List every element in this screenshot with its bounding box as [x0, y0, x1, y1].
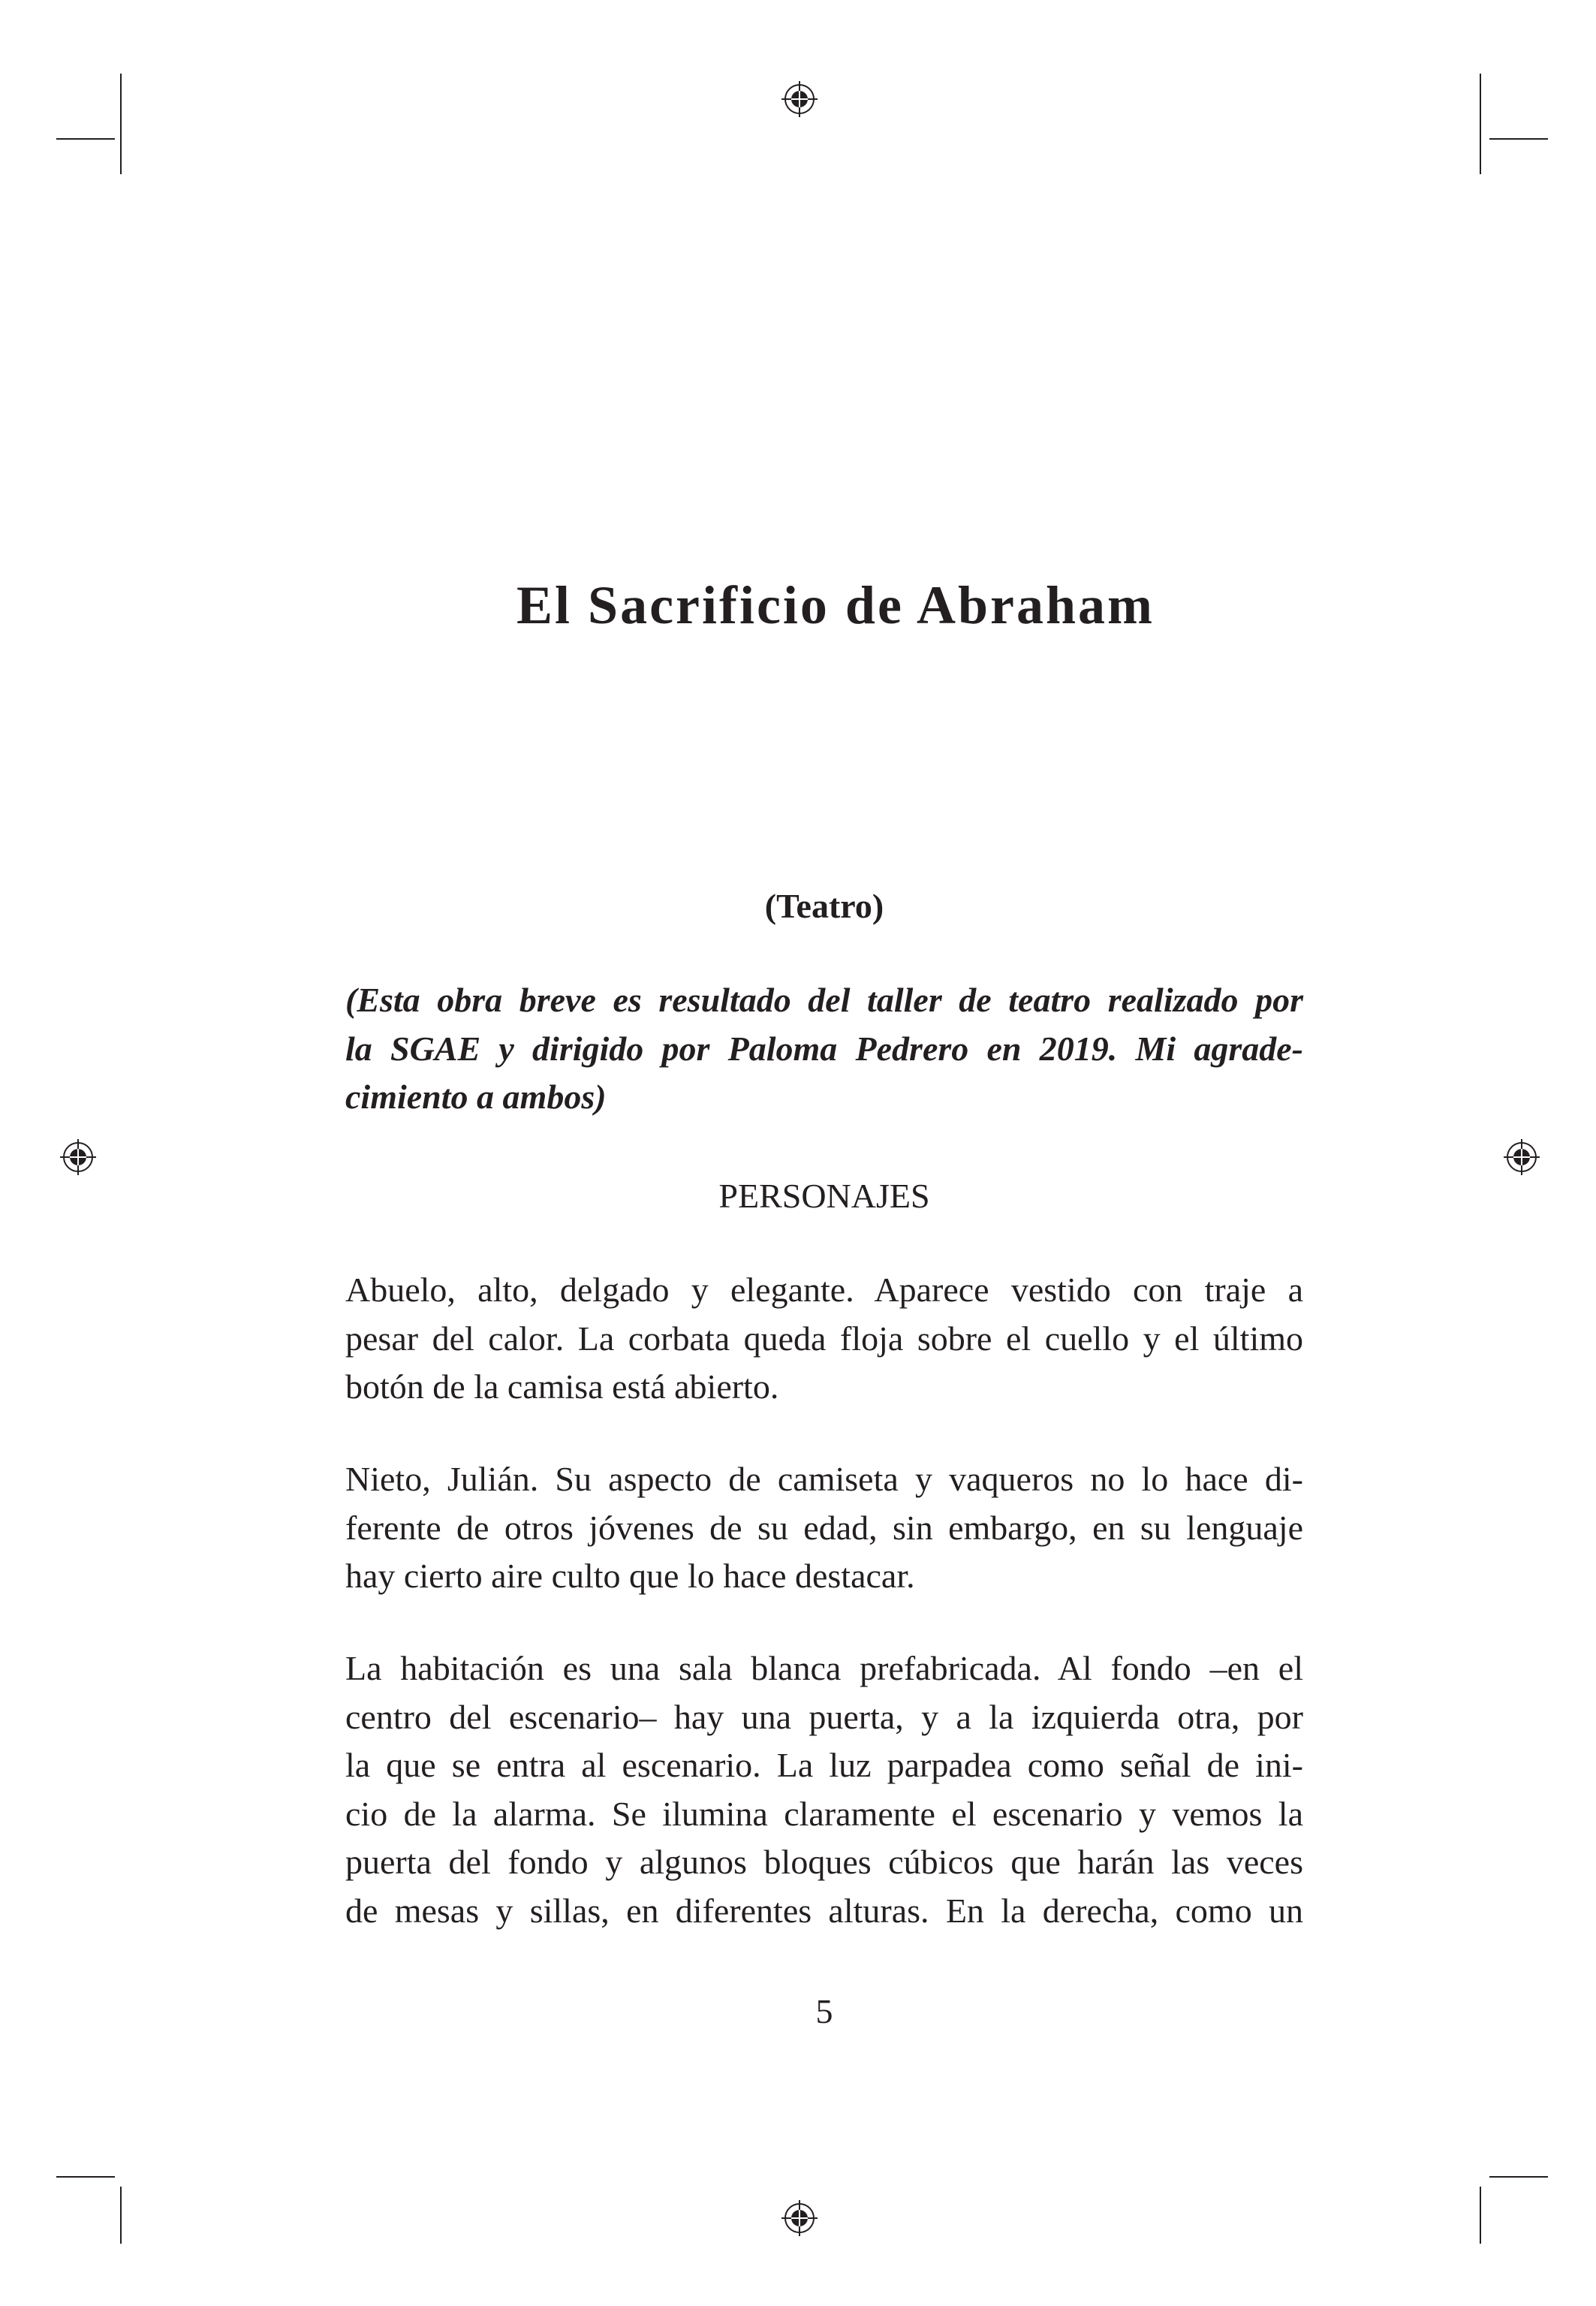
text-line: pesar del calor. La corbata queda floja sobre el cuello y el último [345, 1319, 1303, 1358]
crop-mark [1480, 2187, 1481, 2244]
text-line: centro del escenario– hay una puerta, y a la izquierda otra, por [345, 1697, 1303, 1736]
registration-mark-icon [60, 1139, 96, 1175]
crop-mark [1480, 74, 1481, 174]
characters-heading: PERSONAJES [718, 1177, 930, 1215]
dedication-note [345, 976, 1303, 1122]
text-line: ferente de otros jóvenes de su edad, sin embargo, en su lenguaje [345, 1508, 1303, 1547]
text-line: hay cierto aire culto que lo hace destacar. [345, 1557, 915, 1595]
crop-mark [120, 2187, 122, 2244]
page-number: 5 [815, 1992, 833, 2030]
text-line: la que se entra al escenario. La luz parpadea como señal de ini- [345, 1746, 1303, 1784]
crop-mark [56, 2176, 115, 2178]
paragraph-setting [345, 1644, 1303, 1935]
text-line: Nieto, Julián. Su aspecto de camiseta y vaqueros no lo hace di- [345, 1460, 1303, 1498]
text-line: Abuelo, alto, delgado y elegante. Aparece vestido con traje a [345, 1271, 1303, 1309]
registration-mark-icon [781, 81, 818, 117]
crop-mark [120, 74, 122, 174]
paragraph-abuelo [345, 1266, 1303, 1412]
text-line: botón de la camisa está abierto. [345, 1367, 779, 1406]
crop-mark [56, 138, 115, 140]
registration-mark-icon [781, 2200, 818, 2236]
page-title: El Sacrificio de Abraham [516, 575, 1155, 635]
text-line: puerta del fondo y algunos bloques cúbicos que harán las veces [345, 1843, 1303, 1881]
text-line: de mesas y sillas, en diferentes alturas. En la derecha, como un [345, 1891, 1303, 1930]
registration-mark-icon [1504, 1139, 1540, 1175]
paragraph-nieto [345, 1455, 1303, 1601]
note-line: (Esta obra breve es resultado del taller de teatro realizado por [345, 981, 1303, 1019]
crop-mark [1489, 2176, 1548, 2178]
text-line: cio de la alarma. Se ilumina claramente el escenario y vemos la [345, 1794, 1303, 1833]
note-line: la SGAE y dirigido por Paloma Pedrero en 2019. Mi agrade- [345, 1029, 1303, 1068]
genre-label: (Teatro) [764, 887, 884, 925]
crop-mark [1489, 138, 1548, 140]
text-line: La habitación es una sala blanca prefabricada. Al fondo –en el [345, 1649, 1303, 1687]
note-line: cimiento a ambos) [345, 1078, 607, 1116]
